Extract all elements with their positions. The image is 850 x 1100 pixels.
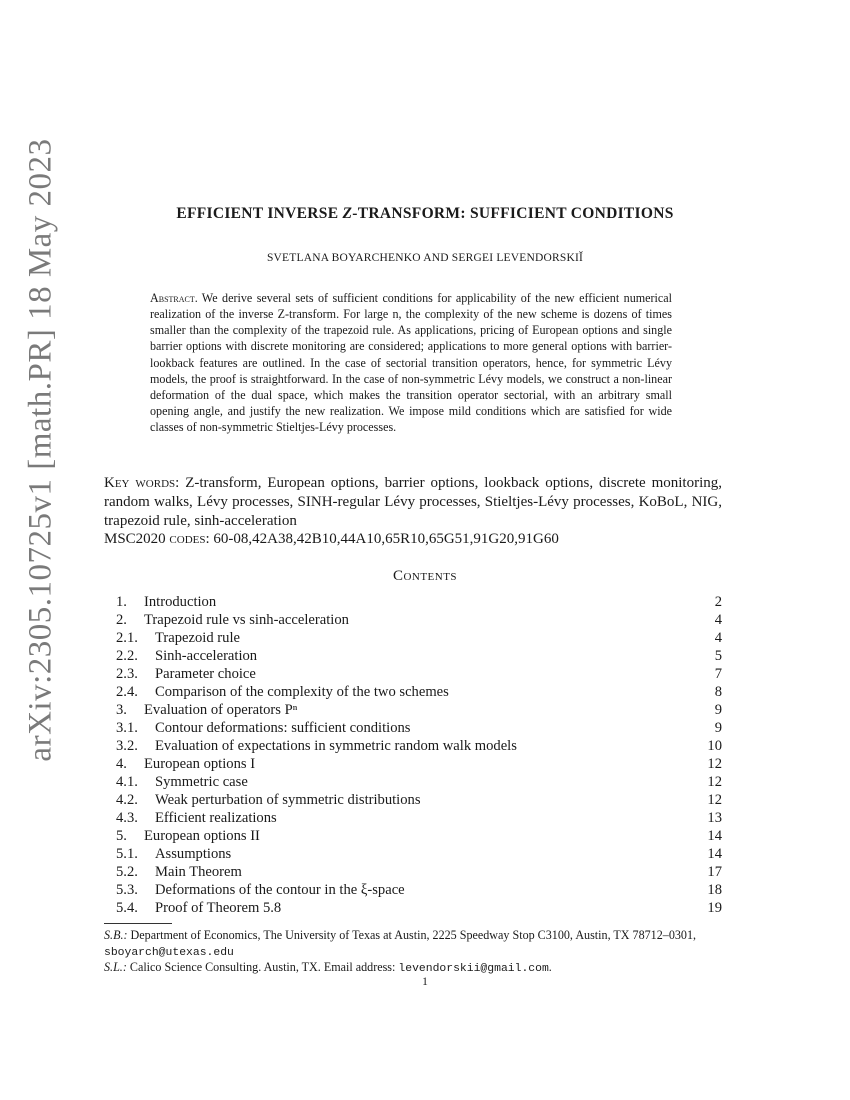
toc-entry-number: 4.3.	[116, 810, 138, 826]
toc-entry-page: 19	[707, 900, 722, 916]
toc-entry-title: Weak perturbation of symmetric distributions	[155, 792, 421, 808]
toc-entry-number: 4.	[116, 756, 127, 772]
toc-entry-title: European options II	[144, 828, 260, 844]
footnote-sb-email[interactable]: sboyarch@utexas.edu	[104, 947, 234, 959]
toc-entry-title: Evaluation of operators Pⁿ	[144, 702, 298, 718]
toc-entry-title: Deformations of the contour in the ξ-space	[155, 882, 405, 898]
toc-entry-page: 12	[707, 792, 722, 808]
abstract-label: Abstract.	[150, 291, 198, 305]
toc-entry-page: 13	[707, 810, 722, 826]
toc-entry-number: 5.	[116, 828, 127, 844]
footnote-rule	[104, 923, 172, 924]
toc-entry-title: Symmetric case	[155, 774, 248, 790]
toc-entry-title: Contour deformations: sufficient conditions	[155, 720, 411, 736]
toc-entry-number: 5.3.	[116, 882, 138, 898]
title-part-italic: Z	[342, 205, 353, 222]
msc-text: 60-08,42A38,42B10,44A10,65R10,65G51,91G20,91G60	[213, 531, 559, 547]
toc-entry-page: 9	[714, 702, 722, 718]
toc-entry[interactable]	[104, 702, 722, 720]
toc-entry-number: 4.1.	[116, 774, 138, 790]
toc-entry-title: Evaluation of expectations in symmetric random walk models	[155, 738, 517, 754]
toc-entry[interactable]	[104, 810, 722, 828]
footnote-sb-label: S.B.:	[104, 928, 128, 942]
toc-entry-number: 2.	[116, 612, 127, 628]
toc-entry-number: 2.3.	[116, 666, 138, 682]
footnote-sl-text: Calico Science Consulting. Austin, TX. Email address:	[129, 960, 396, 974]
toc-entry-number: 3.2.	[116, 738, 138, 754]
paper-title	[0, 205, 850, 223]
authors: SVETLANA BOYARCHENKO AND SERGEI LEVENDORSKIĬ	[266, 252, 584, 264]
toc-entry-page: 2	[714, 594, 722, 610]
toc-entry[interactable]	[104, 612, 722, 630]
abstract-text: We derive several sets of sufficient conditions for applicability of the new efficient numerical realization of the inverse Z-transform. For large n, the complexity of the new scheme is dozens of times smaller than the complexity of the trapezoid rule. As applications, pricing of European options and single barrier options with discrete monitoring are considered; applications to more general options with barrier-lookback features are outlined. In the case of sectorial transition operators, hence, for symmetric Lévy models, the proof is straightforward. In the case of non-symmetric Lévy models, we construct a non-linear deformation of the dual space, which makes the transition operator sectorial, with an arbitrary small opening angle, and justify the new realization. We impose mild conditions which are satisfied for wide classes of non-symmetric Stieltjes-Lévy processes.	[150, 291, 672, 435]
msc-label: MSC2020 codes:	[104, 531, 210, 547]
toc-entry-title: Proof of Theorem 5.8	[155, 900, 282, 916]
toc-entry[interactable]	[104, 900, 722, 918]
contents-heading: Contents	[392, 568, 458, 584]
table-of-contents	[104, 594, 722, 918]
title-part-after: -TRANSFORM: SUFFICIENT CONDITIONS	[352, 205, 674, 222]
toc-entry-page: 5	[714, 648, 722, 664]
toc-entry-page: 10	[707, 738, 722, 754]
toc-entry-number: 5.1.	[116, 846, 138, 862]
toc-entry-page: 12	[707, 774, 722, 790]
toc-entry-title: Trapezoid rule vs sinh-acceleration	[144, 612, 349, 628]
toc-entry-title: Main Theorem	[155, 864, 242, 880]
footnote-sb	[104, 927, 722, 961]
toc-entry[interactable]	[104, 828, 722, 846]
toc-entry-number: 2.2.	[116, 648, 138, 664]
toc-entry[interactable]	[104, 684, 722, 702]
title-part-before: EFFICIENT INVERSE	[176, 205, 343, 222]
footnote-sb-text: Department of Economics, The University of Texas at Austin, 2225 Speedway Stop C3100, Austin, TX 78712–0301,	[130, 928, 697, 942]
toc-entry-title: Assumptions	[155, 846, 232, 862]
msc-codes	[104, 531, 559, 548]
toc-entry-number: 2.4.	[116, 684, 138, 700]
toc-entry-number: 3.1.	[116, 720, 138, 736]
toc-entry[interactable]	[104, 756, 722, 774]
toc-entry[interactable]	[104, 666, 722, 684]
footnote-sl	[104, 959, 722, 977]
toc-entry[interactable]	[104, 774, 722, 792]
toc-entry[interactable]	[104, 792, 722, 810]
toc-entry-number: 3.	[116, 702, 127, 718]
toc-entry[interactable]	[104, 630, 722, 648]
footnote-sl-end: .	[548, 960, 552, 974]
footnote-sl-email[interactable]: levendorskii@gmail.com	[398, 963, 549, 975]
toc-entry-page: 14	[707, 828, 722, 844]
toc-entry-title: European options I	[144, 756, 256, 772]
toc-entry-page: 18	[707, 882, 722, 898]
toc-entry-number: 4.2.	[116, 792, 138, 808]
toc-entry-number: 5.4.	[116, 900, 138, 916]
footnote-sl-label: S.L.:	[104, 960, 127, 974]
toc-entry-number: 5.2.	[116, 864, 138, 880]
toc-entry[interactable]	[104, 738, 722, 756]
toc-entry-number: 1.	[116, 594, 127, 610]
toc-entry-page: 8	[714, 684, 722, 700]
toc-entry[interactable]	[104, 648, 722, 666]
abstract	[150, 290, 672, 435]
toc-entry-page: 4	[714, 630, 722, 646]
toc-entry-page: 14	[707, 846, 722, 862]
toc-entry-title: Efficient realizations	[155, 810, 277, 826]
toc-entry-title: Sinh-acceleration	[155, 648, 258, 664]
toc-entry-page: 17	[707, 864, 722, 880]
toc-entry[interactable]	[104, 720, 722, 738]
page-number: 1	[422, 976, 428, 988]
arxiv-sidebar-stamp	[18, 138, 64, 762]
keywords	[104, 474, 722, 531]
toc-entry-page: 7	[714, 666, 722, 682]
toc-entry-title: Comparison of the complexity of the two schemes	[155, 684, 449, 700]
toc-entry-page: 4	[714, 612, 722, 628]
toc-entry-number: 2.1.	[116, 630, 138, 646]
toc-entry[interactable]	[104, 882, 722, 900]
toc-entry-page: 12	[707, 756, 722, 772]
toc-entry[interactable]	[104, 864, 722, 882]
toc-entry[interactable]	[104, 846, 722, 864]
keywords-label: Key words:	[104, 475, 180, 491]
keywords-text: Z-transform, European options, barrier options, lookback options, discrete monitoring, random walks, Lévy processes, SINH-regular Lévy processes, Stieltjes-Lévy processes, KoBoL, NIG, trapezoid rule, sinh-acceleration	[104, 475, 723, 529]
arxiv-id: arXiv:2305.10725v1 [math.PR] 18 May 2023	[22, 138, 59, 762]
toc-entry-page: 9	[714, 720, 722, 736]
toc-entry-title: Trapezoid rule	[155, 630, 240, 646]
toc-entry[interactable]	[104, 594, 722, 612]
toc-entry-title: Parameter choice	[155, 666, 256, 682]
toc-entry-title: Introduction	[144, 594, 217, 610]
